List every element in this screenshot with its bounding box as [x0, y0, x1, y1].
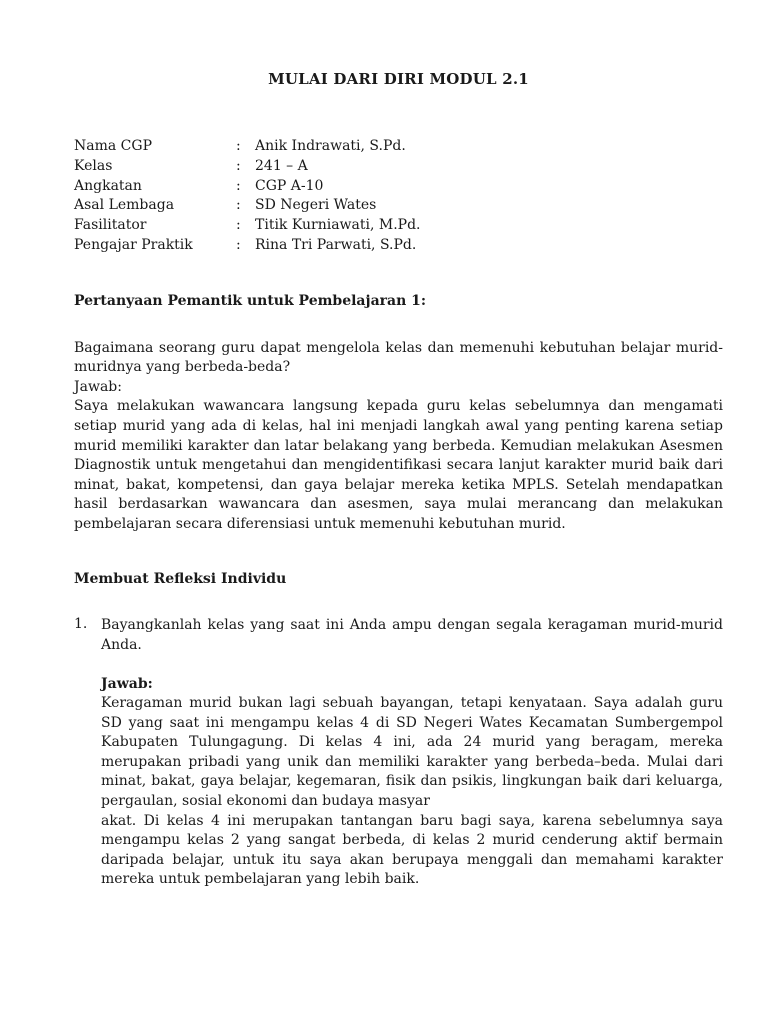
identity-row — [74, 157, 421, 177]
identity-row — [74, 236, 421, 256]
identity-label: Angkatan — [74, 177, 142, 194]
identity-separator: : — [236, 236, 241, 253]
identity-value: Rina Tri Parwati, S.Pd. — [255, 236, 417, 253]
identity-value: Anik Indrawati, S.Pd. — [255, 138, 406, 154]
identity-separator: : — [236, 157, 241, 174]
identity-label: Asal Lembaga — [74, 197, 175, 214]
identity-value: SD Negeri Wates — [255, 197, 377, 214]
identity-row — [74, 177, 421, 197]
pemantik-answer: Saya melakukan wawancara langsung kepada guru kelas sebelumnya dan mengamati setiap murid yang ada di kelas, hal ini menjadi langkah awal yang penting karena setiap murid memiliki karakter dan latar belakang yang berbeda. Kemudian melakukan Asesmen Diagnostik untuk mengetahui dan mengidentifikasi secara lanjut karakter murid baik dari minat, bakat, kompetensi, dan gaya belajar mereka ketika MPLS. Setelah mendapatkan hasil berdasarkan wawancara dan asesmen, saya mulai merancang dan melakukan pembelajaran secara diferensiasi untuk memenuhi kebutuhan murid. — [74, 398, 723, 532]
identity-separator: : — [236, 197, 241, 214]
identity-value: 241 – A — [255, 157, 308, 174]
list-item-number: 1. — [74, 616, 88, 633]
identity-value: Titik Kurniawati, M.Pd. — [255, 217, 421, 234]
identity-label: Fasilitator — [74, 217, 147, 234]
reflection-answer-label: Jawab: — [101, 675, 153, 692]
identity-label: Kelas — [74, 157, 113, 174]
identity-row — [74, 137, 421, 157]
identity-row — [74, 216, 421, 236]
document-title: MULAI DARI DIRI MODUL 2.1 — [268, 70, 529, 88]
pemantik-block — [74, 339, 723, 535]
identity-separator: : — [236, 217, 241, 234]
identity-separator: : — [236, 177, 241, 194]
section-heading-refleksi: Membuat Refleksi Individu — [74, 570, 287, 587]
list-item — [74, 616, 723, 890]
reflection-question: Bayangkanlah kelas yang saat ini Anda ampu dengan segala keragaman murid-murid Anda. — [101, 617, 723, 653]
identity-label: Pengajar Praktik — [74, 236, 193, 253]
document-page — [74, 70, 723, 890]
identity-table — [74, 137, 421, 256]
identity-value: CGP A-10 — [255, 177, 324, 194]
pemantik-question: Bagaimana seorang guru dapat mengelola kelas dan memenuhi kebutuhan belajar murid-muridnya yang berbeda-beda? — [74, 339, 723, 376]
reflection-list — [74, 616, 723, 890]
section-heading-pemantik: Pertanyaan Pemantik untuk Pembelajaran 1: — [74, 292, 427, 309]
identity-separator: : — [236, 138, 241, 154]
identity-label: Nama CGP — [74, 138, 152, 154]
reflection-answer-part-2: akat. Di kelas 4 ini merupakan tantangan baru bagi saya, karena sebelumnya saya mengampu kelas 2 yang sangat berbeda, di kelas 2 murid cenderung aktif bermain daripada belajar, untuk itu saya akan berupaya menggali dan memahami karakter mereka untuk pembelajaran yang lebih baik. — [101, 812, 723, 888]
pemantik-answer-label: Jawab: — [74, 378, 122, 395]
reflection-answer-part-1: Keragaman murid bukan lagi sebuah bayangan, tetapi kenyataan. Saya adalah guru SD yang saat ini mengampu kelas 4 di SD Negeri Wates Kecamatan Sumbergempol Kabupaten Tulungagung. Di kelas 4 ini, ada 24 murid yang beragam, mereka merupakan pribadi yang unik dan memiliki karakter yang berbeda–beda. Mulai dari minat, bakat, gaya belajar, kegemaran, fisik dan psikis, lingkungan baik dari keluarga, pergaulan, sosial ekonomi dan budaya masyar — [101, 695, 723, 810]
identity-row — [74, 196, 421, 216]
